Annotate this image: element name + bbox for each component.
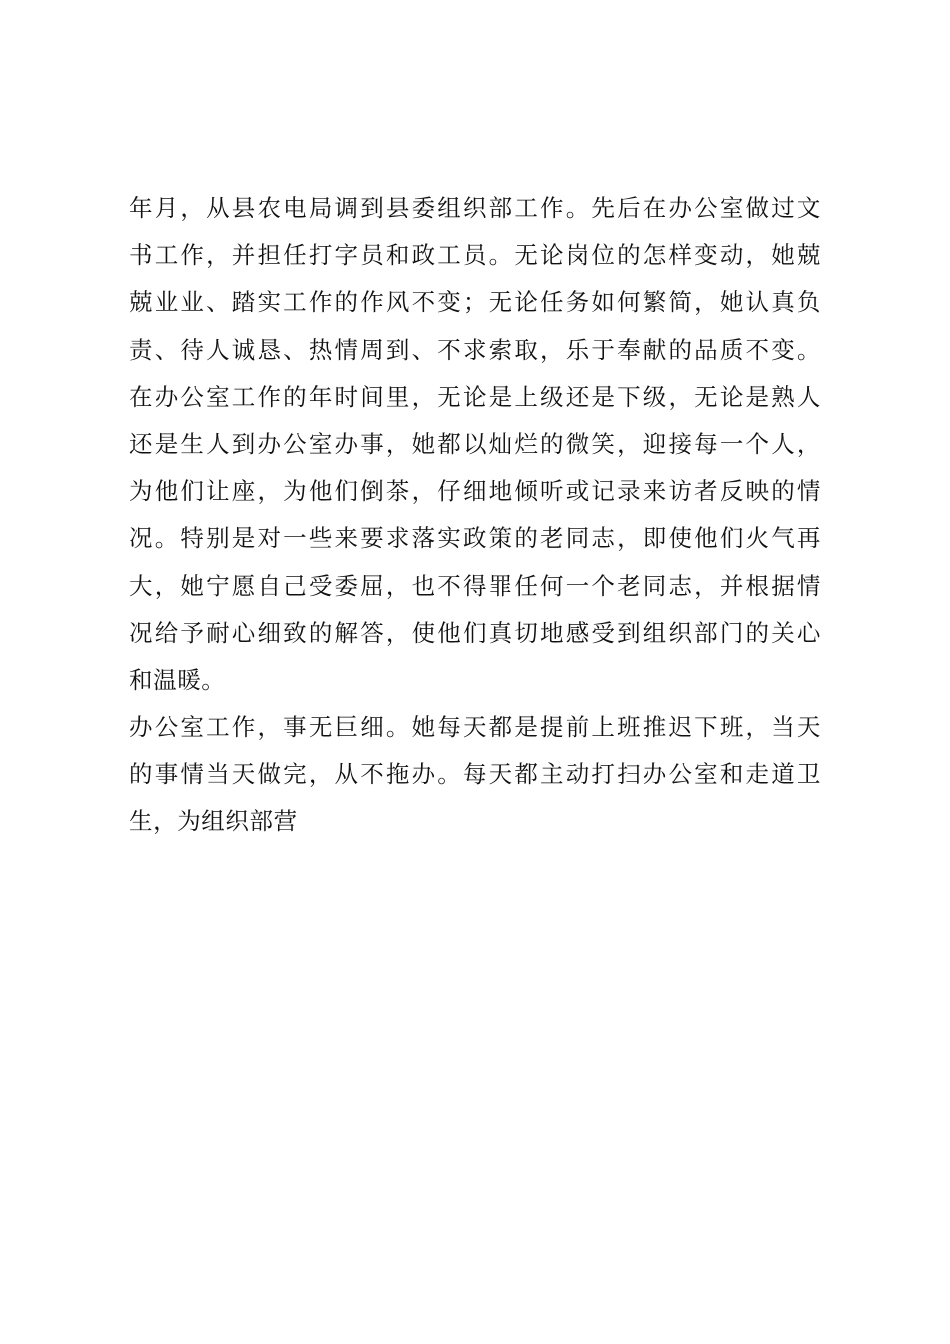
text-line: 和温暖。 — [129, 665, 226, 694]
text-line: 还是生人到办公室办事，她都以灿烂的微笑，迎接每一个人， — [129, 429, 821, 458]
paragraph — [129, 185, 821, 704]
paragraph — [129, 704, 821, 846]
text-line: 为他们让座，为他们倒茶，仔细地倾听或记录来访者反映的情 — [129, 477, 821, 506]
text-line: 况给予耐心细致的解答，使他们真切地感受到组织部门的关心 — [129, 618, 821, 647]
document-body — [129, 185, 821, 846]
text-line: 书工作，并担任打字员和政工员。无论岗位的怎样变动，她兢 — [129, 241, 821, 270]
text-line: 况。特别是对一些来要求落实政策的老同志，即使他们火气再 — [129, 524, 821, 553]
text-line: 在办公室工作的年时间里，无论是上级还是下级，无论是熟人 — [129, 382, 821, 411]
text-line: 责、待人诚恳、热情周到、不求索取，乐于奉献的品质不变。 — [129, 335, 821, 364]
text-line: 的事情当天做完，从不拖办。每天都主动打扫办公室和走道卫 — [129, 760, 821, 789]
text-line: 生，为组织部营 — [129, 807, 298, 836]
text-line: 兢业业、踏实工作的作风不变；无论任务如何繁简，她认真负 — [129, 288, 821, 317]
text-line: 办公室工作，事无巨细。她每天都是提前上班推迟下班，当天 — [129, 713, 821, 742]
text-line: 大，她宁愿自己受委屈，也不得罪任何一个老同志，并根据情 — [129, 571, 821, 600]
text-line: 年月，从县农电局调到县委组织部工作。先后在办公室做过文 — [129, 194, 821, 222]
